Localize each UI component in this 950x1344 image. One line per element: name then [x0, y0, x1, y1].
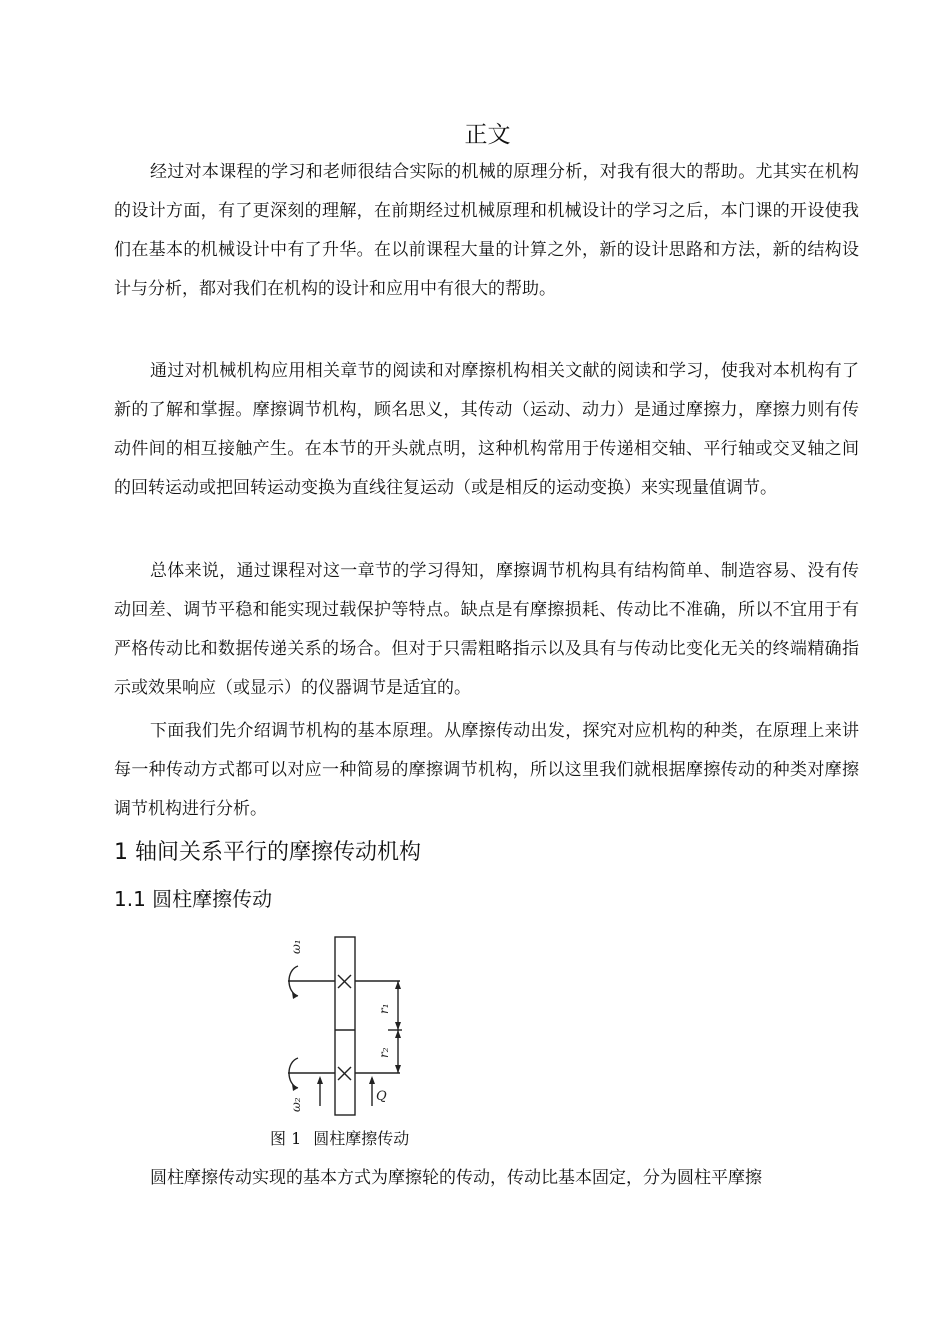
- r2-label: r₂: [377, 1047, 391, 1058]
- paragraph-3: 总体来说，通过课程对这一章节的学习得知，摩擦调节机构具有结构简单、制造容易、没有传动回差、调节平稳和能实现过载保护等特点。缺点是有摩擦损耗、传动比不准确，所以不宜用于有严格传动比和数据传递关系的场合。但对于只需粗略指示以及具有与传动比变化无关的终端精确指示或效果响应（或显示）的仪器调节是适宜的。: [114, 561, 859, 698]
- friction-wheel-body: [335, 937, 355, 1115]
- omega2-label: ω₂: [289, 1097, 303, 1112]
- paragraph-5: 圆柱摩擦传动实现的基本方式为摩擦轮的传动，传动比基本固定，分为圆柱平摩擦: [150, 1168, 762, 1188]
- cylinder-friction-drive-figure: [280, 930, 420, 1120]
- figure-caption-text: 圆柱摩擦传动: [313, 1129, 410, 1148]
- r1-label: r₁: [377, 1003, 391, 1014]
- q-label: Q: [376, 1089, 387, 1104]
- section-heading-1-1: 1.1 圆柱摩擦传动: [114, 887, 273, 911]
- section-heading-1: 1 轴间关系平行的摩擦传动机构: [114, 840, 421, 865]
- paragraph-1: 经过对本课程的学习和老师很结合实际的机械的原理分析，对我有很大的帮助。尤其实在机构的设计方面，有了更深刻的理解，在前期经过机械原理和机械设计的学习之后，本门课的开设使我们在基本的机械设计中有了升华。在以前课程大量的计算之外，新的设计思路和方法，新的结构设计与分析，都对我们在机构的设计和应用中有很大的帮助。: [114, 162, 859, 299]
- figure-number: 图 1: [270, 1129, 302, 1148]
- page-title: 正文: [464, 122, 511, 148]
- omega1-label: ω₁: [289, 939, 303, 954]
- paragraph-4: 下面我们先介绍调节机构的基本原理。从摩擦传动出发，探究对应机构的种类，在原理上来讲每一种传动方式都可以对应一种简易的摩擦调节机构，所以这里我们就根据摩擦传动的种类对摩擦调节机构进行分析。: [114, 721, 859, 819]
- figure-caption: [270, 1126, 470, 1152]
- paragraph-2: 通过对机械机构应用相关章节的阅读和对摩擦机构相关文献的阅读和学习，使我对本机构有了新的了解和掌握。摩擦调节机构，顾名思义，其传动（运动、动力）是通过摩擦力，摩擦力则有传动件间的相互接触产生。在本节的开头就点明，这种机构常用于传递相交轴、平行轴或交叉轴之间的回转运动或把回转运动变换为直线往复运动（或是相反的运动变换）来实现量值调节。: [114, 361, 859, 498]
